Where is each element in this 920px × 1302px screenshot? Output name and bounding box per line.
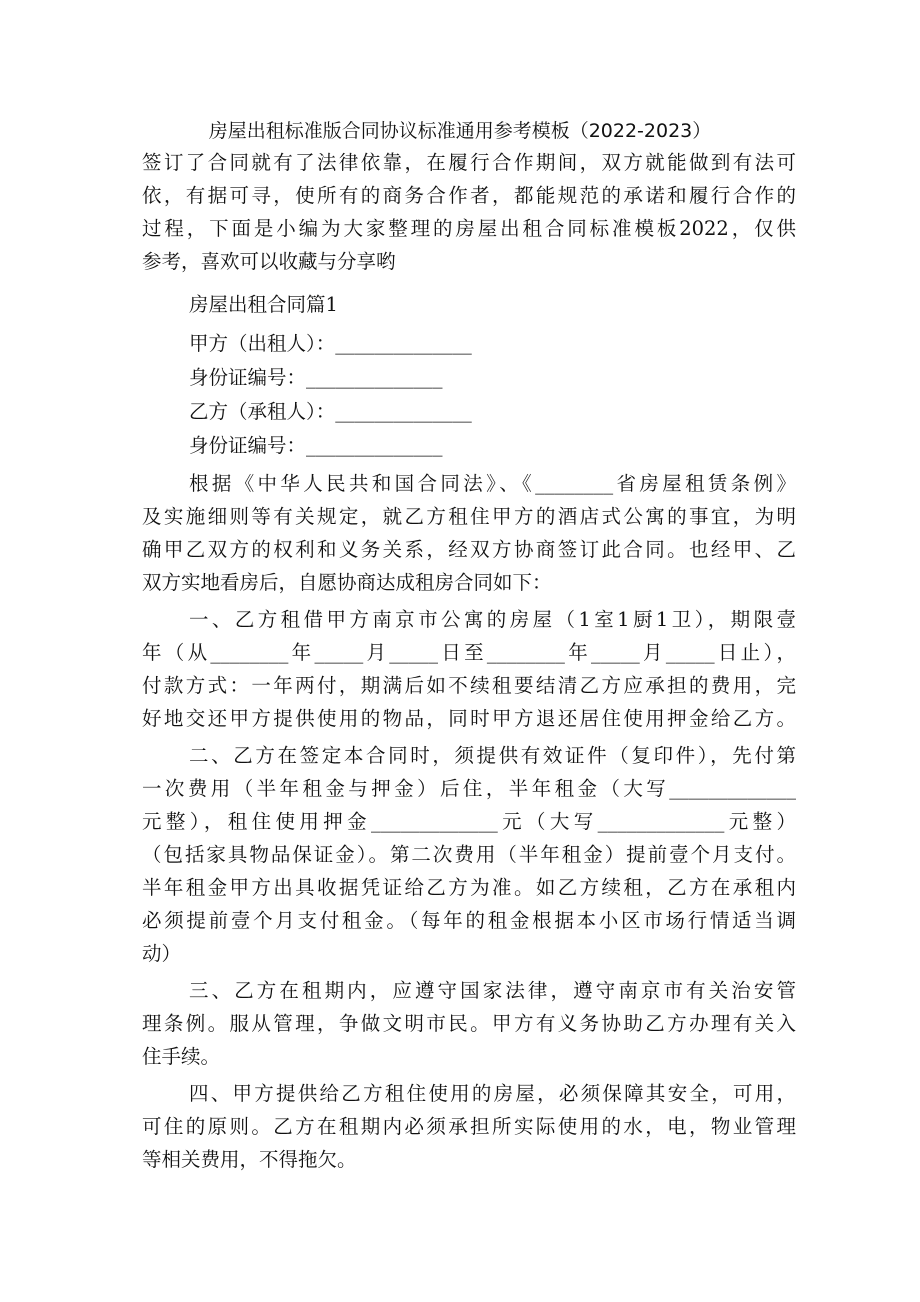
text-line: 理条例。服从管理，争做文明市民。甲方有义务协助乙方办理有关入 [142,1012,796,1035]
text-line: 过程，下面是小编为大家整理的房屋出租合同标准模板2022，仅供 [142,217,796,240]
tenant-id-field: 身份证编号：______________ [189,434,443,457]
tenant-field: 乙方（承租人）：______________ [189,400,472,423]
clause-4 [142,1077,796,1176]
text-line: 依，有据可寻，使所有的商务合作者，都能规范的承诺和履行合作的 [142,184,796,207]
text-line: 可住的原则。乙方在租期内必须承担所实际使用的水，电，物业管理 [142,1115,796,1138]
clause-1 [142,603,796,735]
section-heading: 房屋出租合同篇1 [189,293,338,316]
text-line: 必须提前壹个月支付租金。（每年的租金根据本小区市场行情适当调 [142,909,796,932]
intro-paragraph [142,146,796,278]
text-line: 二、乙方在签定本合同时，须提供有效证件（复印件），先付第 [189,744,796,767]
text-line: 半年租金甲方出具收据凭证给乙方为准。如乙方续租，乙方在承租内 [142,876,796,899]
preamble-paragraph [142,467,796,599]
text-line: 住手续。 [142,1045,221,1068]
text-line: 参考，喜欢可以收藏与分享哟 [142,250,396,273]
text-line: 及实施细则等有关规定，就乙方租住甲方的酒店式公寓的事宜，为明 [142,505,796,528]
text-line: 元整），租住使用押金_____________元（大写_____________元整） [142,810,796,833]
text-line: （包括家具物品保证金）。第二次费用（半年租金）提前壹个月支付。 [142,843,796,866]
landlord-id-field: 身份证编号：______________ [189,366,443,389]
landlord-field: 甲方（出租人）：______________ [189,332,472,355]
text-line: 双方实地看房后，自愿协商达成租房合同如下： [142,571,552,594]
text-line: 一次费用（半年租金与押金）后住，半年租金（大写_____________ [142,777,796,800]
text-line: 动） [142,942,182,965]
text-line: 根据《中华人民共和国合同法》、《________省房屋租赁条例》 [189,472,796,495]
text-line: 确甲乙双方的权利和义务关系，经双方协商签订此合同。也经甲、乙 [142,538,796,561]
document-title: 房屋出租标准版合同协议标准通用参考模板（2022-2023） [208,120,712,142]
text-line: 好地交还甲方提供使用的物品，同时甲方退还居住使用押金给乙方。 [142,707,796,730]
party-fields [142,327,796,463]
clause-2 [142,739,796,970]
text-line: 等相关费用，不得拖欠。 [142,1148,357,1171]
text-line: 三、乙方在租期内，应遵守国家法律，遵守南京市有关治安管 [189,979,796,1002]
text-line: 一、乙方租借甲方南京市公寓的房屋（1室1厨1卫），期限壹 [189,608,796,631]
text-line: 付款方式：一年两付，期满后如不续租要结清乙方应承担的费用，完 [142,674,796,697]
text-line: 年（从________年_____月_____日至________年_____月_____日止）， [142,641,796,664]
clause-3 [142,974,796,1073]
document-body [142,146,796,1180]
text-line: 签订了合同就有了法律依靠，在履行合作期间，双方就能做到有法可 [142,151,796,174]
text-line: 四、甲方提供给乙方租住使用的房屋，必须保障其安全，可用， [189,1082,796,1105]
